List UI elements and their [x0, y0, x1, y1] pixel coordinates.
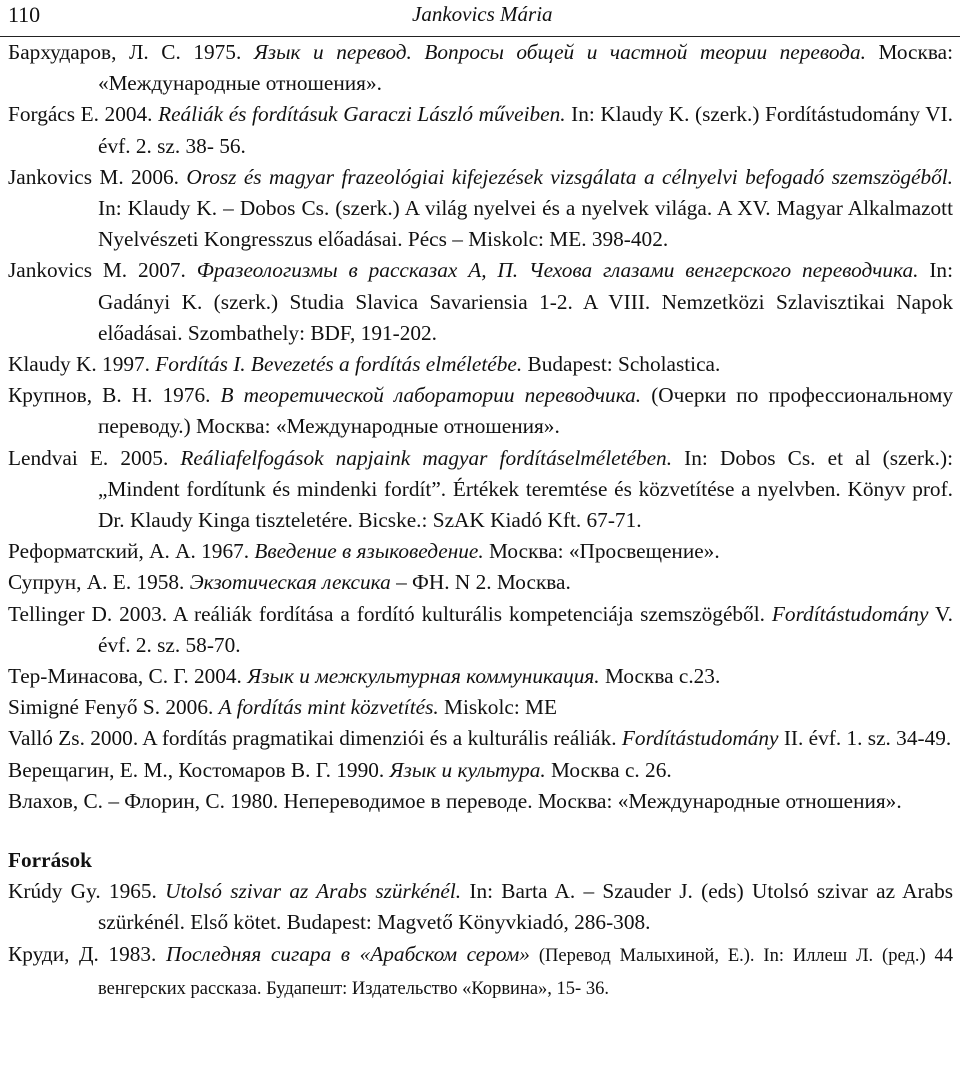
running-head: Jankovics Mária [412, 2, 553, 26]
entry-text: Jankovics M. 2007. [8, 258, 197, 283]
entry-text: Москва с.23. [599, 664, 721, 689]
reference-entry [8, 349, 953, 380]
entry-text: Верещагин, Е. М., Костомаров В. Г. 1990. [8, 757, 390, 782]
reference-entry [8, 37, 953, 99]
reference-list [8, 37, 953, 1005]
entry-text: Супрун, А. Е. 1958. [8, 570, 190, 595]
entry-title-italic: Последняя сигара в «Арабском сером» [165, 941, 530, 966]
entry-title-italic: Reáliák és fordításuk Garaczi László műveiben. [158, 102, 566, 127]
entry-title-italic: В теоретической лаборатории переводчика. [220, 383, 642, 408]
entry-text: II. évf. 1. sz. 34-49. [778, 726, 952, 751]
entry-text: In: Dobos Cs. et al (szerk.): „Mindent fordítunk és mindenki fordít”. Értékek teremtése és közvetítése a nyelvben. Könyv prof. Dr. Klaudy Kinga tiszteletére. Bicske.: SzAK Kiadó Kft. 67-71. [98, 445, 953, 533]
entry-text: Крупнов, В. Н. 1976. [8, 383, 221, 408]
entry-title-italic: Orosz és magyar frazeológiai kifejezések vizsgálata a célnyelvi befogadó szemszögéből. [186, 164, 953, 189]
entry-text: Москва: «Просвещение». [483, 539, 720, 564]
entry-title-italic: Fordítás I. Bevezetés a fordítás elméletébe. [155, 352, 523, 377]
page-number: 110 [8, 2, 41, 27]
entry-text: – ФН. N 2. Москва. [390, 570, 571, 595]
entry-text: Krúdy Gy. 1965. [8, 879, 166, 904]
entry-text: Бархударов, Л. С. 1975. [8, 40, 254, 64]
entry-text: Tellinger D. 2003. A reáliák fordítása a fordító kulturális kompetenciája szemszögéből. [8, 601, 772, 626]
entry-title-italic: Язык и культура. [389, 757, 546, 782]
reference-entry [8, 162, 953, 256]
entry-text: Тер-Минасова, С. Г. 2004. [8, 664, 248, 689]
entry-title-italic: Fordítástudomány [771, 601, 929, 626]
entry-text: Lendvai E. 2005. [8, 445, 181, 470]
entry-title-italic: Язык и межкультурная коммуникация. [247, 664, 600, 689]
entry-title-italic: Reáliafelfogások napjaink magyar fordításelméletében. [180, 445, 673, 470]
entry-title-italic: Экзотическая лексика [189, 570, 391, 595]
reference-entry [8, 599, 953, 661]
sources-section [8, 876, 953, 1005]
page-header [0, 0, 960, 37]
references-section [8, 37, 953, 817]
reference-entry [8, 567, 953, 598]
entry-text: Forgács E. 2004. [8, 102, 159, 127]
entry-text: Круди, Д. 1983. [8, 941, 166, 966]
entry-text: Klaudy K. 1997. [8, 352, 156, 377]
reference-entry [8, 536, 953, 567]
entry-text: Miskolc: ME [438, 695, 558, 720]
entry-text: Jankovics M. 2006. [8, 164, 187, 189]
entry-text: In: Barta A. – Szauder J. (eds) Utolsó szivar az Arabs szürkénél. Első kötet. Budapest: Magvető Könyvkiadó, 286-308. [98, 879, 954, 935]
entry-title-italic: Utolsó szivar az Arabs szürkénél. [165, 879, 462, 904]
entry-text: Valló Zs. 2000. A fordítás pragmatikai dimenziói és a kulturális reáliák. [8, 726, 622, 751]
entry-text: In: Klaudy K. – Dobos Cs. (szerk.) A világ nyelvei és a nyelvek világa. A XV. Magyar Alkalmazott Nyelvészeti Kongresszus előadásai. Pécs – Miskolc: ME. 398-402. [98, 196, 953, 252]
source-entry [8, 939, 953, 1005]
entry-text: (Перевод Малыхиной, Е.). In: Иллеш Л. (ред.) 44 венгерских рассказа. Будапешт: Издательство «Корвина», 15- 36. [98, 945, 953, 999]
reference-entry [8, 723, 953, 754]
reference-entry [8, 692, 953, 723]
sources-heading: Források [8, 848, 92, 873]
entry-text: V. évf. 2. sz. 58-70. [98, 601, 954, 657]
reference-entry [8, 255, 953, 349]
entry-text: Реформатский, А. А. 1967. [8, 539, 255, 564]
entry-text: In: Klaudy K. (szerk.) Fordítástudomány VI. évf. 2. sz. 38- 56. [98, 102, 953, 158]
reference-entry [8, 661, 953, 692]
entry-title-italic: Введение в языковедение. [254, 539, 484, 564]
entry-title-italic: Fordítástudomány [621, 726, 779, 751]
entry-title-italic: Язык и перевод. Вопросы общей и частной теории перевода. [253, 40, 866, 64]
reference-entry [8, 443, 953, 537]
entry-title-italic: A fordítás mint közvetítés. [218, 695, 439, 720]
reference-entry [8, 786, 953, 817]
entry-text: Budapest: Scholastica. [522, 352, 721, 377]
entry-text: Simigné Fenyő S. 2006. [8, 695, 219, 720]
entry-text: (Очерки по профессиональному переводу.) Москва: «Международные отношения». [98, 383, 953, 439]
source-entry [8, 876, 953, 938]
reference-entry [8, 99, 953, 161]
entry-text: Москва с. 26. [545, 757, 672, 782]
reference-entry [8, 755, 953, 786]
reference-entry [8, 380, 953, 442]
entry-title-italic: Фразеологизмы в рассказах А, П. Чехова глазами венгерского переводчика. [196, 258, 919, 283]
entry-text: In: Gadányi K. (szerk.) Studia Slavica Savariensia 1-2. A VIII. Nemzetközi Szlavisztikai Napok előadásai. Szombathely: BDF, 191-202. [98, 258, 953, 345]
entry-text: Влахов, С. – Флорин, С. 1980. Непереводимое в переводе. Москва: «Международные отношения». [8, 788, 902, 813]
entry-text: Москва: «Международные отношения». [98, 40, 954, 96]
